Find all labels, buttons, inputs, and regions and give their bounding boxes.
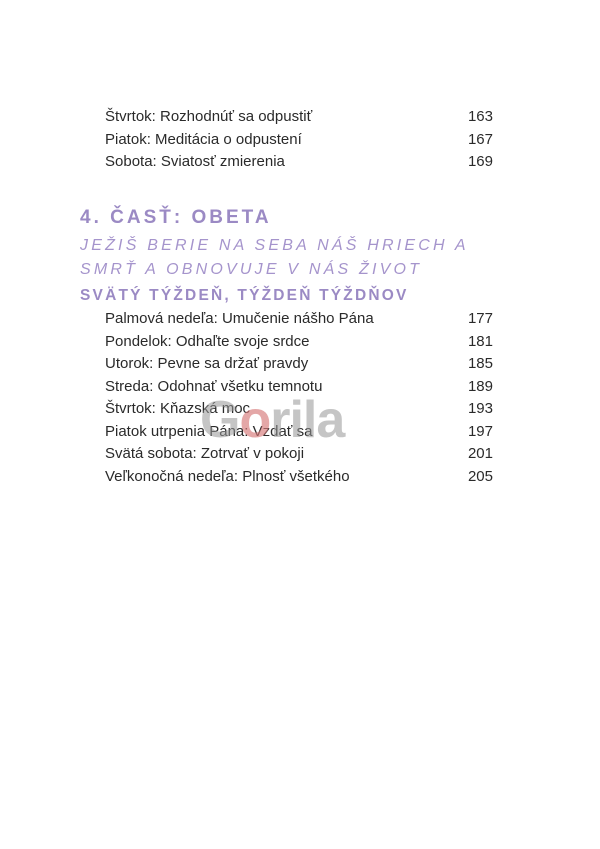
toc-entry-page: 169 — [467, 153, 493, 170]
toc-entry-page: 181 — [467, 332, 493, 350]
toc-entry-title: Piatok utrpenia Pána: Vzdať sa — [105, 422, 313, 440]
toc-entry — [105, 398, 493, 421]
toc-entry — [105, 443, 493, 466]
toc-list-section — [105, 308, 493, 488]
toc-entry — [105, 466, 493, 489]
toc-entry-title: Svätá sobota: Zotrvať v pokoji — [105, 445, 305, 462]
toc-entry-title: Palmová nedeľa: Umučenie nášho Pána — [105, 310, 374, 327]
toc-entry-title: Piatok: Meditácia o odpustení — [105, 130, 302, 148]
toc-entry-page: 167 — [467, 130, 493, 148]
toc-entry-page: 201 — [467, 445, 493, 462]
toc-entry — [105, 353, 493, 376]
toc-list-top — [105, 106, 493, 174]
toc-entry — [105, 376, 493, 399]
section-heading: SVÄTÝ TÝŽDEŇ, TÝŽDEŇ TÝŽDŇOV — [80, 287, 409, 304]
part-subtitle: JEŽIŠ BERIE NA SEBA NÁŠ HRIECH A SMRŤ A OBNOVUJE V NÁS ŽIVOT — [80, 237, 469, 278]
watermark-logo: Gorila — [200, 391, 345, 449]
toc-entry-page: 205 — [467, 467, 493, 485]
toc-entry-title: Streda: Odohnať všetku temnotu — [105, 377, 323, 395]
toc-entry-page: 193 — [467, 400, 493, 417]
toc-entry-page: 185 — [467, 355, 493, 372]
toc-entry — [105, 421, 493, 444]
toc-entry-title: Štvrtok: Kňazská moc — [105, 400, 251, 417]
part-heading: 4. ČASŤ: OBETA — [80, 207, 272, 228]
toc-entry-title: Štvrtok: Rozhodnúť sa odpustiť — [105, 108, 313, 125]
toc-entry — [105, 308, 493, 331]
toc-entry — [105, 106, 493, 129]
toc-entry — [105, 331, 493, 354]
toc-entry-page: 163 — [467, 108, 493, 125]
toc-entry — [105, 129, 493, 152]
toc-entry — [105, 151, 493, 174]
toc-entry-title: Sobota: Sviatosť zmierenia — [105, 153, 285, 170]
toc-entry-page: 177 — [467, 310, 493, 327]
toc-entry-title: Pondelok: Odhaľte svoje srdce — [105, 332, 310, 350]
toc-entry-page: 197 — [467, 422, 493, 440]
toc-entry-title: Utorok: Pevne sa držať pravdy — [105, 355, 309, 372]
toc-entry-title: Veľkonočná nedeľa: Plnosť všetkého — [105, 467, 350, 485]
toc-entry-page: 189 — [467, 377, 493, 395]
